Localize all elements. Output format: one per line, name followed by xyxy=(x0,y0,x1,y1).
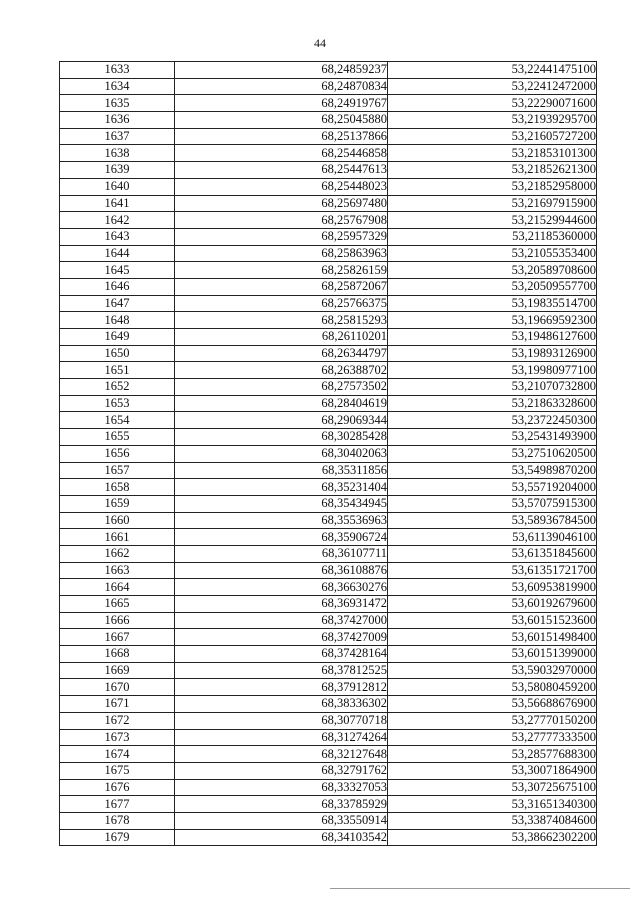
table-row xyxy=(60,562,597,579)
x-coordinate-cell: 68,27573502 xyxy=(175,379,388,396)
point-number-cell: 1672 xyxy=(60,712,175,729)
y-coordinate-cell: 53,23722450300 xyxy=(388,412,597,429)
point-number-cell: 1633 xyxy=(60,62,175,79)
y-coordinate-cell: 53,56688676900 xyxy=(388,696,597,713)
x-coordinate-cell: 68,25446858 xyxy=(175,145,388,162)
point-number-cell: 1649 xyxy=(60,329,175,346)
table-row xyxy=(60,679,597,696)
y-coordinate-cell: 53,57075915300 xyxy=(388,495,597,512)
point-number-cell: 1653 xyxy=(60,395,175,412)
coordinates-table-body xyxy=(60,62,597,846)
table-row xyxy=(60,162,597,179)
table-row xyxy=(60,379,597,396)
x-coordinate-cell: 68,29069344 xyxy=(175,412,388,429)
table-row xyxy=(60,178,597,195)
x-coordinate-cell: 68,26344797 xyxy=(175,345,388,362)
x-coordinate-cell: 68,36108876 xyxy=(175,562,388,579)
x-coordinate-cell: 68,31274264 xyxy=(175,729,388,746)
y-coordinate-cell: 53,61351845600 xyxy=(388,545,597,562)
x-coordinate-cell: 68,25447613 xyxy=(175,162,388,179)
page-number: 44 xyxy=(314,36,326,50)
x-coordinate-cell: 68,25766375 xyxy=(175,295,388,312)
point-number-cell: 1652 xyxy=(60,379,175,396)
table-row xyxy=(60,812,597,829)
table-row xyxy=(60,662,597,679)
y-coordinate-cell: 53,19835514700 xyxy=(388,295,597,312)
point-number-cell: 1647 xyxy=(60,295,175,312)
x-coordinate-cell: 68,33785929 xyxy=(175,796,388,813)
x-coordinate-cell: 68,36630276 xyxy=(175,579,388,596)
table-row xyxy=(60,212,597,229)
table-row xyxy=(60,262,597,279)
x-coordinate-cell: 68,25697480 xyxy=(175,195,388,212)
point-number-cell: 1648 xyxy=(60,312,175,329)
point-number-cell: 1679 xyxy=(60,829,175,846)
y-coordinate-cell: 53,19669592300 xyxy=(388,312,597,329)
table-row xyxy=(60,195,597,212)
x-coordinate-cell: 68,33327053 xyxy=(175,779,388,796)
x-coordinate-cell: 68,25137866 xyxy=(175,128,388,145)
point-number-cell: 1636 xyxy=(60,112,175,129)
table-row xyxy=(60,329,597,346)
y-coordinate-cell: 53,33874084600 xyxy=(388,812,597,829)
x-coordinate-cell: 68,37912812 xyxy=(175,679,388,696)
table-row xyxy=(60,596,597,613)
y-coordinate-cell: 53,21055353400 xyxy=(388,245,597,262)
table-row xyxy=(60,95,597,112)
table-row xyxy=(60,295,597,312)
y-coordinate-cell: 53,27770150200 xyxy=(388,712,597,729)
table-row xyxy=(60,145,597,162)
table-row xyxy=(60,345,597,362)
y-coordinate-cell: 53,21185360000 xyxy=(388,228,597,245)
point-number-cell: 1671 xyxy=(60,696,175,713)
x-coordinate-cell: 68,24919767 xyxy=(175,95,388,112)
table-row xyxy=(60,395,597,412)
table-row xyxy=(60,746,597,763)
point-number-cell: 1638 xyxy=(60,145,175,162)
y-coordinate-cell: 53,21529944600 xyxy=(388,212,597,229)
y-coordinate-cell: 53,20589708600 xyxy=(388,262,597,279)
point-number-cell: 1650 xyxy=(60,345,175,362)
x-coordinate-cell: 68,25872067 xyxy=(175,278,388,295)
y-coordinate-cell: 53,28577688300 xyxy=(388,746,597,763)
point-number-cell: 1675 xyxy=(60,762,175,779)
y-coordinate-cell: 53,60151498400 xyxy=(388,629,597,646)
table-row xyxy=(60,629,597,646)
point-number-cell: 1643 xyxy=(60,228,175,245)
point-number-cell: 1645 xyxy=(60,262,175,279)
x-coordinate-cell: 68,32127648 xyxy=(175,746,388,763)
table-row xyxy=(60,512,597,529)
table-row xyxy=(60,612,597,629)
table-row xyxy=(60,429,597,446)
x-coordinate-cell: 68,26110201 xyxy=(175,329,388,346)
point-number-cell: 1673 xyxy=(60,729,175,746)
point-number-cell: 1639 xyxy=(60,162,175,179)
y-coordinate-cell: 53,21605727200 xyxy=(388,128,597,145)
point-number-cell: 1676 xyxy=(60,779,175,796)
point-number-cell: 1661 xyxy=(60,529,175,546)
x-coordinate-cell: 68,24859237 xyxy=(175,62,388,79)
x-coordinate-cell: 68,35231404 xyxy=(175,479,388,496)
point-number-cell: 1644 xyxy=(60,245,175,262)
x-coordinate-cell: 68,24870834 xyxy=(175,78,388,95)
table-row xyxy=(60,696,597,713)
x-coordinate-cell: 68,35536963 xyxy=(175,512,388,529)
x-coordinate-cell: 68,36931472 xyxy=(175,596,388,613)
point-number-cell: 1665 xyxy=(60,596,175,613)
point-number-cell: 1674 xyxy=(60,746,175,763)
x-coordinate-cell: 68,37812525 xyxy=(175,662,388,679)
point-number-cell: 1651 xyxy=(60,362,175,379)
x-coordinate-cell: 68,25863963 xyxy=(175,245,388,262)
x-coordinate-cell: 68,25448023 xyxy=(175,178,388,195)
table-row xyxy=(60,712,597,729)
point-number-cell: 1669 xyxy=(60,662,175,679)
point-number-cell: 1667 xyxy=(60,629,175,646)
table-row xyxy=(60,529,597,546)
x-coordinate-cell: 68,37428164 xyxy=(175,646,388,663)
point-number-cell: 1642 xyxy=(60,212,175,229)
table-row xyxy=(60,78,597,95)
y-coordinate-cell: 53,21853101300 xyxy=(388,145,597,162)
x-coordinate-cell: 68,25957329 xyxy=(175,228,388,245)
y-coordinate-cell: 53,21852621300 xyxy=(388,162,597,179)
table-row xyxy=(60,762,597,779)
y-coordinate-cell: 53,20509557700 xyxy=(388,278,597,295)
y-coordinate-cell: 53,60151523600 xyxy=(388,612,597,629)
y-coordinate-cell: 53,27510620500 xyxy=(388,445,597,462)
y-coordinate-cell: 53,21697915900 xyxy=(388,195,597,212)
point-number-cell: 1677 xyxy=(60,796,175,813)
point-number-cell: 1659 xyxy=(60,495,175,512)
point-number-cell: 1666 xyxy=(60,612,175,629)
x-coordinate-cell: 68,35906724 xyxy=(175,529,388,546)
y-coordinate-cell: 53,30725675100 xyxy=(388,779,597,796)
point-number-cell: 1640 xyxy=(60,178,175,195)
table-row xyxy=(60,412,597,429)
y-coordinate-cell: 53,59032970000 xyxy=(388,662,597,679)
y-coordinate-cell: 53,30071864900 xyxy=(388,762,597,779)
point-number-cell: 1660 xyxy=(60,512,175,529)
x-coordinate-cell: 68,25767908 xyxy=(175,212,388,229)
table-row xyxy=(60,312,597,329)
point-number-cell: 1668 xyxy=(60,646,175,663)
point-number-cell: 1634 xyxy=(60,78,175,95)
point-number-cell: 1664 xyxy=(60,579,175,596)
table-row xyxy=(60,579,597,596)
x-coordinate-cell: 68,35434945 xyxy=(175,495,388,512)
table-row xyxy=(60,779,597,796)
point-number-cell: 1662 xyxy=(60,545,175,562)
point-number-cell: 1657 xyxy=(60,462,175,479)
table-row xyxy=(60,729,597,746)
table-row xyxy=(60,479,597,496)
table-row xyxy=(60,796,597,813)
table-row xyxy=(60,495,597,512)
y-coordinate-cell: 53,22412472000 xyxy=(388,78,597,95)
x-coordinate-cell: 68,30285428 xyxy=(175,429,388,446)
point-number-cell: 1663 xyxy=(60,562,175,579)
point-number-cell: 1656 xyxy=(60,445,175,462)
y-coordinate-cell: 53,21863328600 xyxy=(388,395,597,412)
y-coordinate-cell: 53,38662302200 xyxy=(388,829,597,846)
y-coordinate-cell: 53,60953819900 xyxy=(388,579,597,596)
y-coordinate-cell: 53,61139046100 xyxy=(388,529,597,546)
y-coordinate-cell: 53,58936784500 xyxy=(388,512,597,529)
x-coordinate-cell: 68,37427009 xyxy=(175,629,388,646)
footer-rule xyxy=(330,888,630,889)
x-coordinate-cell: 68,36107711 xyxy=(175,545,388,562)
y-coordinate-cell: 53,19486127600 xyxy=(388,329,597,346)
y-coordinate-cell: 53,61351721700 xyxy=(388,562,597,579)
x-coordinate-cell: 68,26388702 xyxy=(175,362,388,379)
y-coordinate-cell: 53,19980977100 xyxy=(388,362,597,379)
x-coordinate-cell: 68,34103542 xyxy=(175,829,388,846)
table-row xyxy=(60,462,597,479)
table-row xyxy=(60,445,597,462)
y-coordinate-cell: 53,60192679600 xyxy=(388,596,597,613)
table-row xyxy=(60,646,597,663)
table-row xyxy=(60,829,597,846)
y-coordinate-cell: 53,22290071600 xyxy=(388,95,597,112)
coordinates-table xyxy=(59,61,597,846)
table-row xyxy=(60,362,597,379)
y-coordinate-cell: 53,58080459200 xyxy=(388,679,597,696)
x-coordinate-cell: 68,35311856 xyxy=(175,462,388,479)
x-coordinate-cell: 68,30402063 xyxy=(175,445,388,462)
y-coordinate-cell: 53,25431493900 xyxy=(388,429,597,446)
point-number-cell: 1658 xyxy=(60,479,175,496)
x-coordinate-cell: 68,28404619 xyxy=(175,395,388,412)
table-row xyxy=(60,112,597,129)
point-number-cell: 1641 xyxy=(60,195,175,212)
point-number-cell: 1637 xyxy=(60,128,175,145)
point-number-cell: 1635 xyxy=(60,95,175,112)
y-coordinate-cell: 53,27777333500 xyxy=(388,729,597,746)
x-coordinate-cell: 68,25045880 xyxy=(175,112,388,129)
point-number-cell: 1646 xyxy=(60,278,175,295)
x-coordinate-cell: 68,38336302 xyxy=(175,696,388,713)
x-coordinate-cell: 68,32791762 xyxy=(175,762,388,779)
x-coordinate-cell: 68,33550914 xyxy=(175,812,388,829)
y-coordinate-cell: 53,21939295700 xyxy=(388,112,597,129)
table-row xyxy=(60,245,597,262)
point-number-cell: 1655 xyxy=(60,429,175,446)
table-row xyxy=(60,545,597,562)
point-number-cell: 1670 xyxy=(60,679,175,696)
x-coordinate-cell: 68,25815293 xyxy=(175,312,388,329)
y-coordinate-cell: 53,54989870200 xyxy=(388,462,597,479)
y-coordinate-cell: 53,21852958000 xyxy=(388,178,597,195)
y-coordinate-cell: 53,19893126900 xyxy=(388,345,597,362)
y-coordinate-cell: 53,21070732800 xyxy=(388,379,597,396)
point-number-cell: 1678 xyxy=(60,812,175,829)
table-row xyxy=(60,278,597,295)
y-coordinate-cell: 53,22441475100 xyxy=(388,62,597,79)
x-coordinate-cell: 68,25826159 xyxy=(175,262,388,279)
point-number-cell: 1654 xyxy=(60,412,175,429)
x-coordinate-cell: 68,37427000 xyxy=(175,612,388,629)
y-coordinate-cell: 53,55719204000 xyxy=(388,479,597,496)
table-row xyxy=(60,62,597,79)
table-row xyxy=(60,128,597,145)
x-coordinate-cell: 68,30770718 xyxy=(175,712,388,729)
y-coordinate-cell: 53,60151399000 xyxy=(388,646,597,663)
table-row xyxy=(60,228,597,245)
y-coordinate-cell: 53,31651340300 xyxy=(388,796,597,813)
